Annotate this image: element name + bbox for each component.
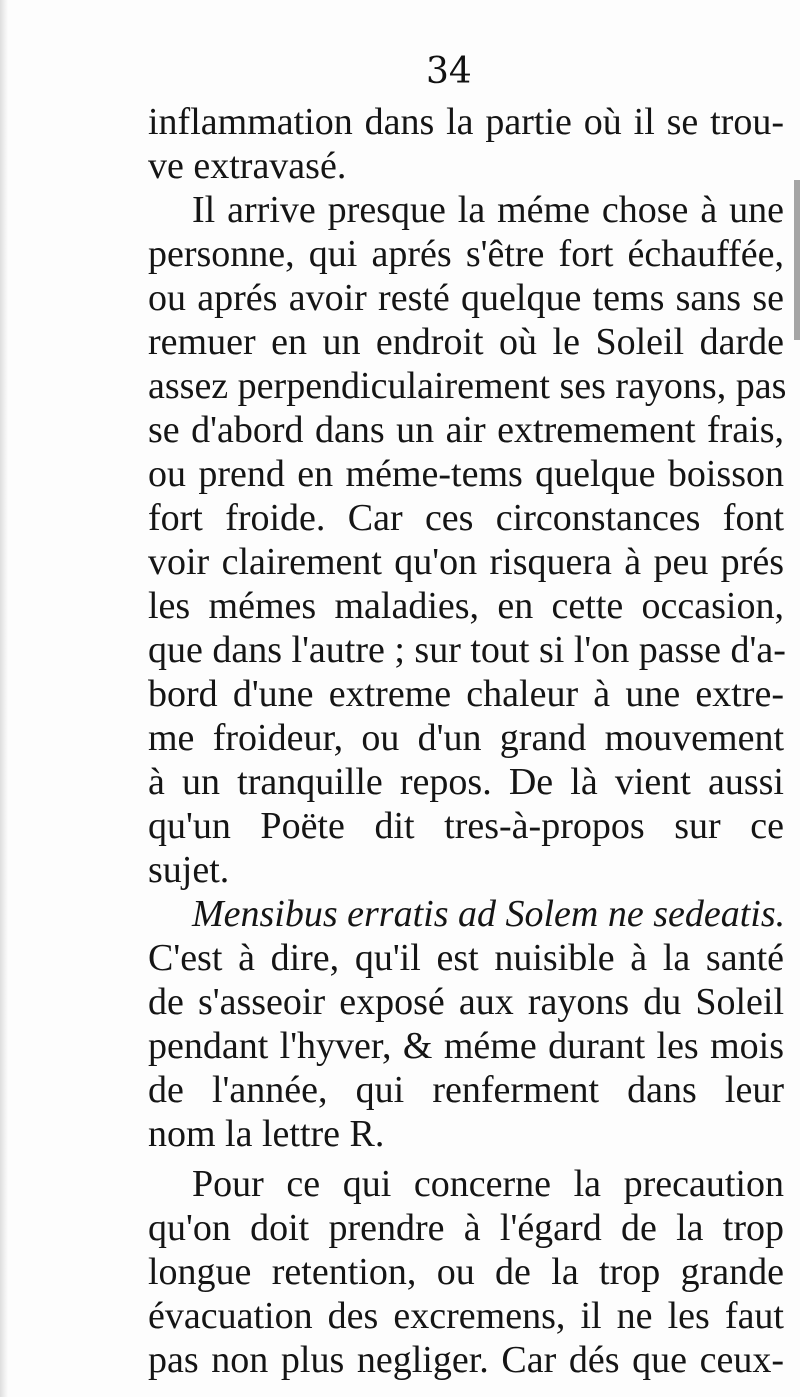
text-line: à un tranquille repos. De là vient aussi (148, 761, 784, 803)
text-line: pas non plus negliger. Car dés que ceux- (148, 1339, 784, 1381)
text-line: assez perpendiculairement ses rayons, pas (148, 365, 787, 407)
text-line: personne, qui aprés s'être fort échauffée, (148, 233, 784, 275)
paragraph-1 (148, 100, 784, 188)
text-line: inflammation dans la partie où il se trou- (148, 101, 784, 143)
text-line: pendant l'hyver, & méme durant les mois (148, 1025, 784, 1067)
text-line: fort froide. Car ces circonstances font (148, 497, 784, 539)
text-line: évacuation des excremens, il ne les faut (148, 1295, 784, 1337)
text-line: voir clairement qu'on risquera à peu prés (148, 541, 784, 583)
text-line: bord d'une extreme chaleur à une extre- (148, 673, 784, 715)
text-line: les mémes maladies, en cette occasion, (148, 585, 784, 627)
body-text (148, 100, 787, 1382)
page-edge-shadow (0, 0, 8, 1397)
text-line: de s'asseoir exposé aux rayons du Soleil (148, 981, 784, 1023)
text-line: Pour ce qui concerne la precaution (192, 1163, 784, 1205)
text-line: qu'un Poëte dit tres-à-propos sur ce (148, 805, 784, 847)
text-line: remuer en un endroit où le Soleil darde (148, 321, 784, 363)
text-line: ou aprés avoir resté quelque tems sans se (148, 277, 784, 319)
text-line: Mensibus erratis ad Solem ne sedeatis. (192, 893, 786, 935)
text-line: qu'on doit prendre à l'égard de la trop (148, 1207, 784, 1249)
paragraph-3 (148, 936, 784, 1156)
binding-mark (794, 180, 800, 340)
text-line: longue retention, ou de la trop grande (148, 1251, 784, 1293)
text-line: sujet. (148, 849, 230, 891)
text-line: me froideur, ou d'un grand mouvement (148, 717, 784, 759)
latin-quotation (148, 892, 784, 936)
text-line: ve extravasé. (148, 145, 347, 187)
text-line: nom la lettre R. (148, 1113, 385, 1155)
text-line: que dans l'autre ; sur tout si l'on passe d'a- (148, 629, 786, 671)
text-line: de l'année, qui renferment dans leur (148, 1069, 784, 1111)
text-line: Il arrive presque la méme chose à une (192, 189, 784, 231)
paragraph-4 (148, 1162, 784, 1382)
text-line: se d'abord dans un air extremement frais, (148, 409, 784, 451)
paragraph-2 (148, 188, 787, 892)
page-number: 34 (426, 51, 472, 92)
text-line: C'est à dire, qu'il est nuisible à la santé (148, 937, 784, 979)
text-line: ou prend en méme-tems quelque boisson (148, 453, 784, 495)
